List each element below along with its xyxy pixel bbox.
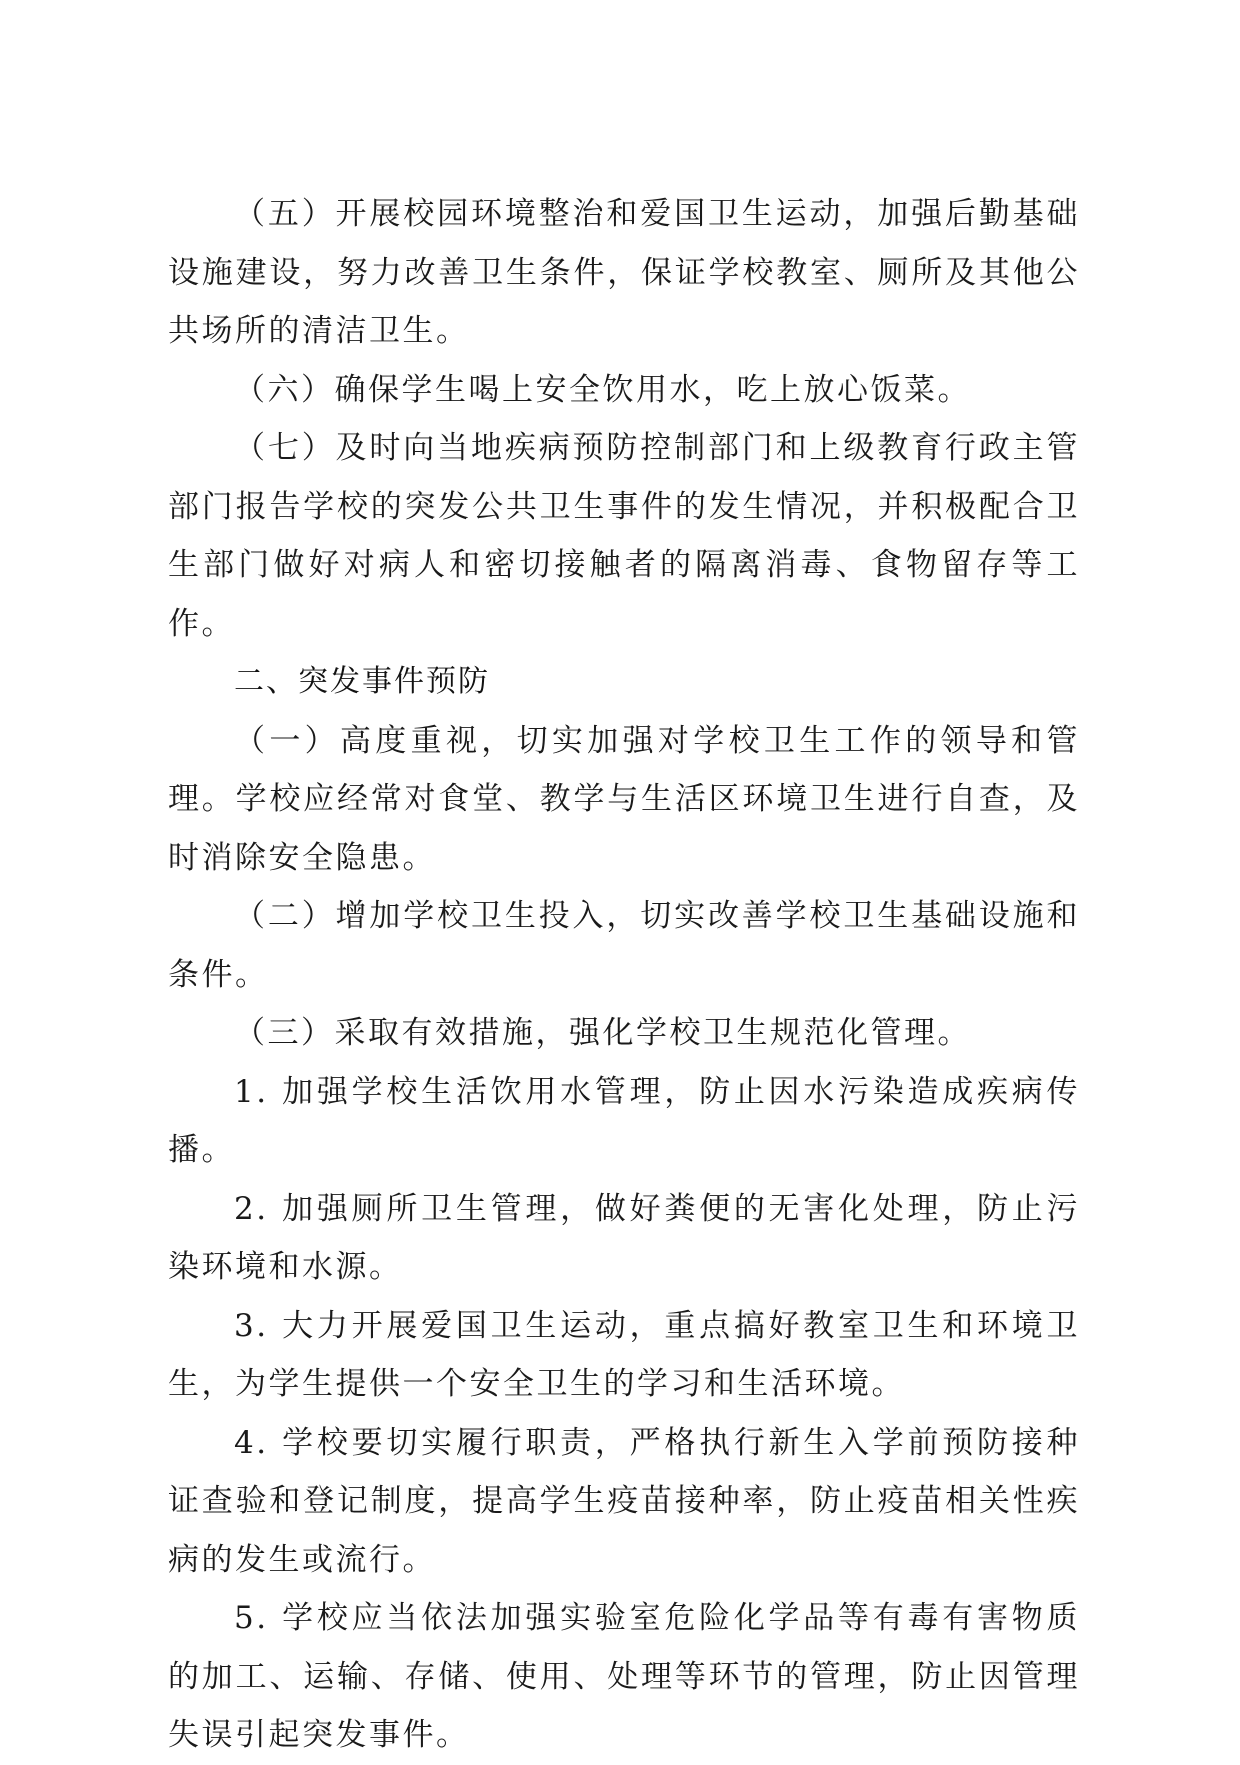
para-5-campus-environment: （五）开展校园环境整治和爱国卫生运动，加强后勤基础设施建设，努力改善卫生条件，保证学校教室、厕所及其他公共场所的清洁卫生。 — [168, 196, 1080, 349]
para-7-reporting: （七）及时向当地疾病预防控制部门和上级教育行政主管部门报告学校的突发公共卫生事件的发生情况，并积极配合卫生部门做好对病人和密切接触者的隔离消毒、食物留存等工作。 — [168, 430, 1080, 642]
section-heading-prevention: 二、突发事件预防 — [234, 664, 490, 699]
item-1-water-management: 1. 加强学校生活饮用水管理，防止因水污染造成疾病传播。 — [168, 1073, 1080, 1168]
item-3-patriotic-health: 3. 大力开展爱国卫生运动，重点搞好教室卫生和环境卫生，为学生提供一个安全卫生的学习和生活环境。 — [168, 1307, 1080, 1402]
item-5-hazardous-chemicals: 5. 学校应当依法加强实验室危险化学品等有毒有害物质的加工、运输、存储、使用、处理等环节的管理，防止因管理失误引起突发事件。 — [168, 1600, 1080, 1753]
document-body — [168, 185, 1080, 1765]
para-2-investment: （二）增加学校卫生投入，切实改善学校卫生基础设施和条件。 — [168, 898, 1080, 993]
para-1-leadership: （一）高度重视，切实加强对学校卫生工作的领导和管理。学校应经常对食堂、教学与生活区环境卫生进行自查，及时消除安全隐患。 — [168, 722, 1080, 876]
item-2-toilet-management: 2. 加强厕所卫生管理，做好粪便的无害化处理，防止污染环境和水源。 — [168, 1190, 1080, 1285]
para-6-drinking-water: （六）确保学生喝上安全饮用水，吃上放心饭菜。 — [234, 371, 971, 408]
item-4-vaccination: 4. 学校要切实履行职责，严格执行新生入学前预防接种证查验和登记制度，提高学生疫苗接种率，防止疫苗相关性疾病的发生或流行。 — [168, 1424, 1080, 1578]
para-3-measures: （三）采取有效措施，强化学校卫生规范化管理。 — [234, 1015, 971, 1051]
